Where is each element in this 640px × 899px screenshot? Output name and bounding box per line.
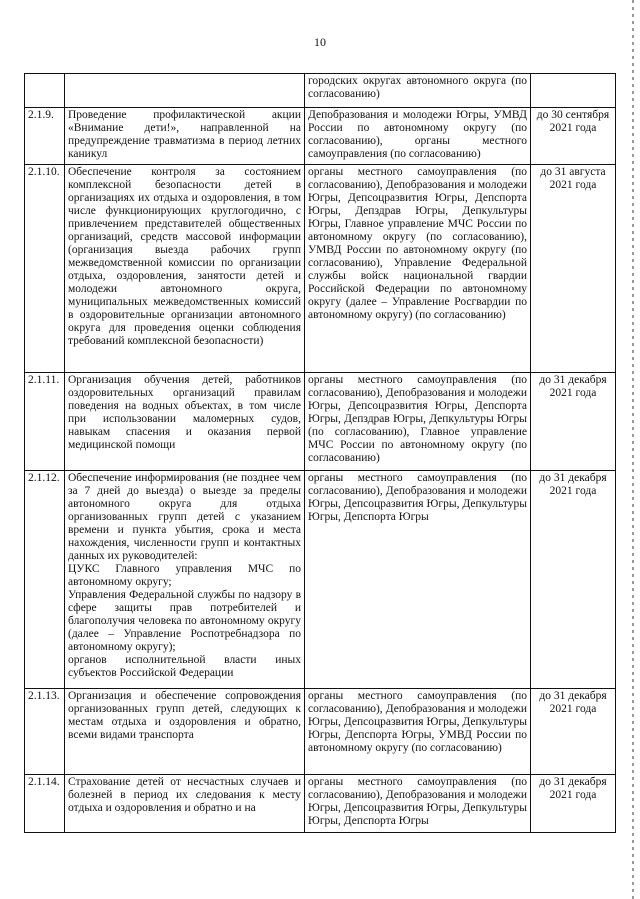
- row-number: 2.1.11.: [25, 373, 65, 471]
- row-number: 2.1.14.: [25, 775, 65, 833]
- activity-recipient: ЦУКС Главного управления МЧС по автономному округу;: [68, 563, 301, 588]
- activity-cell: [65, 471, 305, 689]
- table-row: [25, 775, 616, 833]
- activity-cell: Страхование детей от несчастных случаев и болезней в период их следования к месту отдыха и оздоровления и обратно и на: [65, 775, 305, 833]
- activity-cell: Проведение профилактической акции «Внимание дети!», направленной на предупреждение травматизма в период летних каникул: [65, 108, 305, 165]
- row-number: 2.1.13.: [25, 689, 65, 775]
- deadline-cell: до 31 августа 2021 года: [531, 165, 616, 373]
- responsible-cell: органы местного самоуправления (по согласованию), Депобразования и молодежи Югры, Депсоцразвития Югры, Депкультуры Югры, Депспорта Югры, УМВД России по автономному округу (по согласованию): [305, 689, 531, 775]
- activity-cell: Обеспечение контроля за состоянием комплексной безопасности детей в организациях их отдыха и оздоровления, в том числе функционирующих круглогодично, с привлечением представителей общественных организаций, средств массовой информации (организация выезда рабочих групп межведомственной комиссии по организации отдыха, оздоровления, занятости детей и молодежи автономного округа, муниципальных межведомственных комиссий в оздоровительные организации автономного округа для проведения оценки соблюдения требований комплексной безопасности): [65, 165, 305, 373]
- responsible-cell: органы местного самоуправления (по согласованию), Депобразования и молодежи Югры, Депсоцразвития Югры, Депспорта Югры, Депздрав Югры, Депкультуры Югры (по согласованию), Главное управление МЧС России по автономному округу (по согласованию): [305, 373, 531, 471]
- page-number: 10: [314, 35, 326, 49]
- table-row: [25, 471, 616, 689]
- responsible-cell: городских округах автономного округа (по согласованию): [305, 74, 531, 108]
- responsible-cell: Депобразования и молодежи Югры, УМВД России по автономному округу (по согласованию), органы местного самоуправления (по согласованию): [305, 108, 531, 165]
- responsible-cell: органы местного самоуправления (по согласованию), Депобразования и молодежи Югры, Депсоцразвития Югры, Депкультуры Югры, Депспорта Югры: [305, 775, 531, 833]
- deadline-cell: до 31 декабря 2021 года: [531, 689, 616, 775]
- deadline-cell: до 31 декабря 2021 года: [531, 471, 616, 689]
- responsible-cell: органы местного самоуправления (по согласованию), Депобразования и молодежи Югры, Депсоцразвития Югры, Депкультуры Югры, Депспорта Югры: [305, 471, 531, 689]
- table-row: [25, 74, 616, 108]
- table-row: [25, 165, 616, 373]
- table-row: [25, 108, 616, 165]
- deadline-cell: до 30 сентября 2021 года: [531, 108, 616, 165]
- row-number: 2.1.9.: [25, 108, 65, 165]
- responsible-cell: органы местного самоуправления (по согласованию), Депобразования и молодежи Югры, Депсоцразвития Югры, Депспорта Югры, Депздрав Югры, Депкультуры Югры, Главное управление МЧС России по автономному округу (по согласованию), УМВД России по автономному округу (по согласованию), Управление Федеральной службы войск национальной гвардии Российской Федерации по автономному округу (далее – Управление Росгвардии по автономному округу) (по согласованию): [305, 165, 531, 373]
- activity-recipient: Управления Федеральной службы по надзору в сфере защиты прав потребителей и благополучия человека по автономному округу (далее – Управление Роспотребнадзора по автономному округу);: [68, 589, 301, 653]
- deadline-cell: до 31 декабря 2021 года: [531, 775, 616, 833]
- scan-edge-mark: [632, 0, 634, 899]
- row-number: [25, 74, 65, 108]
- row-number: 2.1.12.: [25, 471, 65, 689]
- activity-text: Обеспечение информирования (не позднее чем за 7 дней до выезда) о выезде за пределы автономного округа для отдыха организованных групп детей с указанием времени и пункта убытия, срока и места нахождения, численности групп и контактных данных их руководителей:: [68, 472, 301, 562]
- activity-cell: Организация и обеспечение сопровождения организованных групп детей, следующих к местам отдыха и оздоровления и обратно, всеми видами транспорта: [65, 689, 305, 775]
- table-row: [25, 373, 616, 471]
- deadline-cell: [531, 74, 616, 108]
- measures-table: [24, 73, 616, 833]
- activity-recipient: органов исполнительной власти иных субъектов Российской Федерации: [68, 654, 301, 679]
- activity-cell: [65, 74, 305, 108]
- activity-cell: Организация обучения детей, работников оздоровительных организаций правилам поведения на водных объектах, в том числе при использовании маломерных судов, навыкам спасения и оказания первой медицинской помощи: [65, 373, 305, 471]
- table-row: [25, 689, 616, 775]
- row-number: 2.1.10.: [25, 165, 65, 373]
- deadline-cell: до 31 декабря 2021 года: [531, 373, 616, 471]
